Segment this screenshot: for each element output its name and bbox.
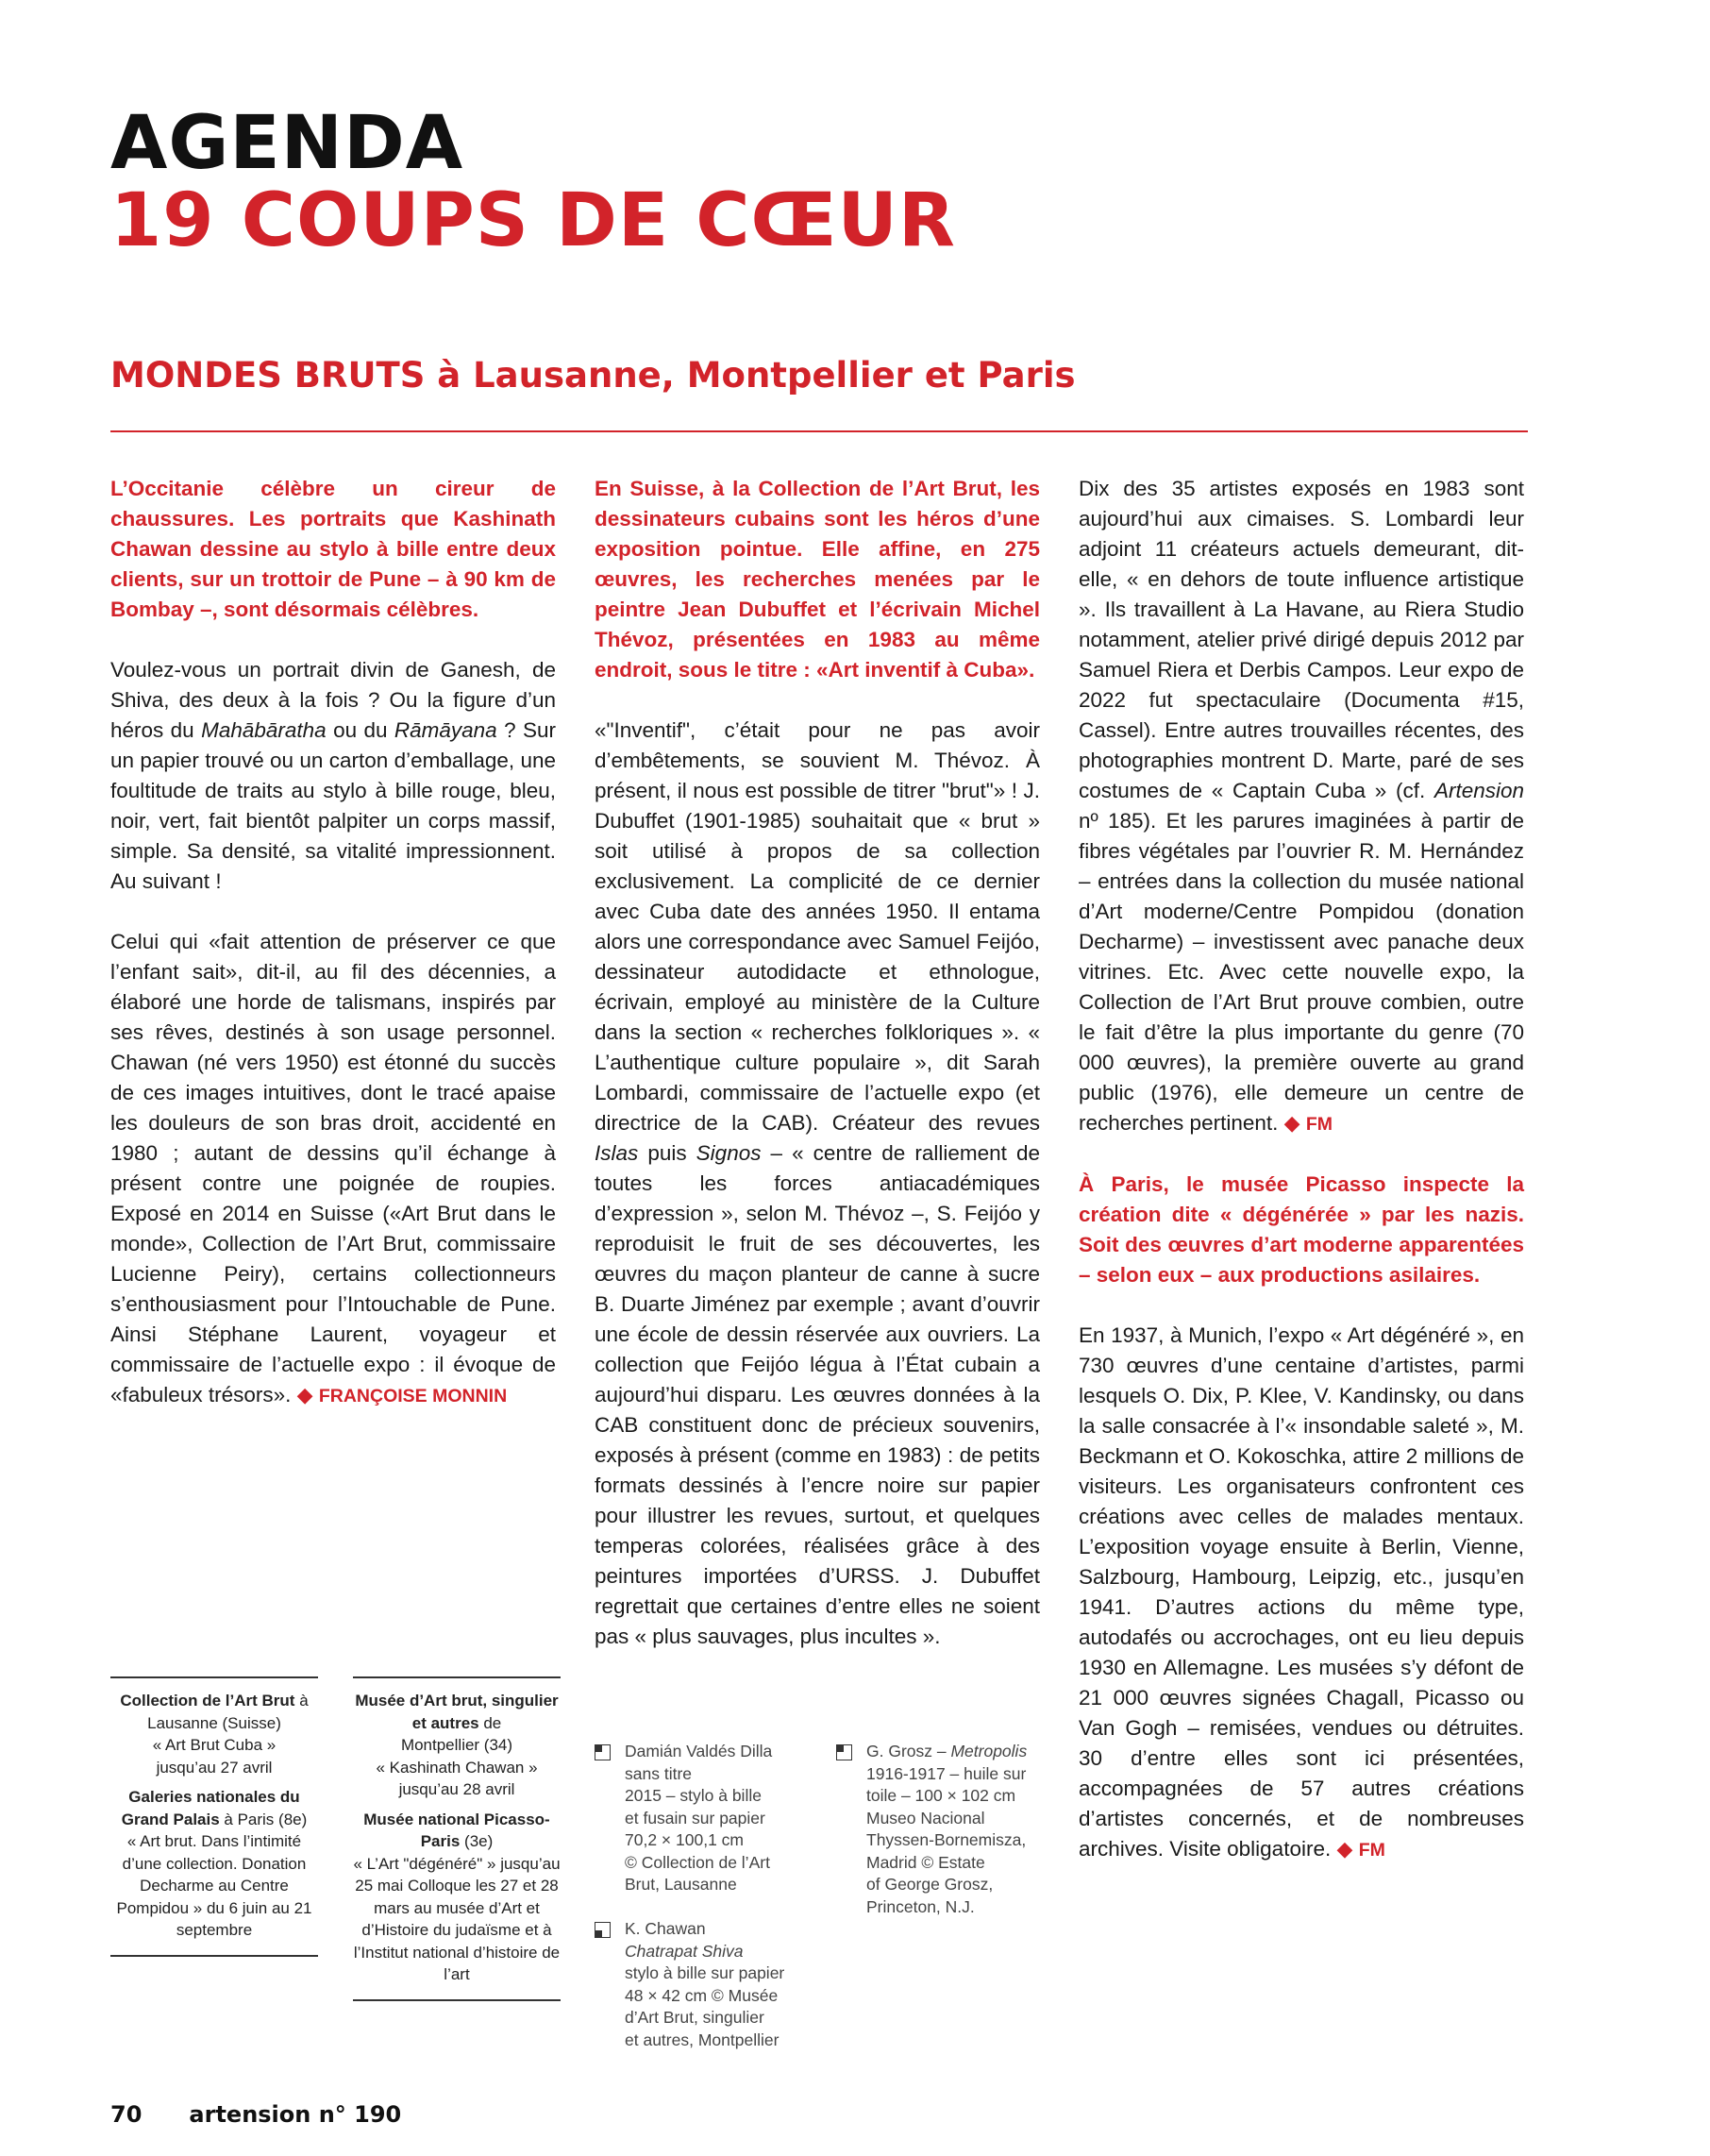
author-signature: FM [1305,1114,1333,1135]
venue-block: Galeries nationales du Grand Palais à Paris (8e) « Art brut. Dans l’intimité d’une collection. Donation Decharme au Centre Pompidou » du 6 juin au 21 septembre [116,1788,312,1939]
header-agenda: AGENDA [110,101,464,186]
body-paragraph: «"Inventif", c’était pour ne pas avoir d’embêtements, se souvient M. Thévoz. À présent, il nous est possible de titrer "brut"» ! J. Dubuffet (1901-1985) souhaitait que « brut » soit utilisé à propos de sa collection exclusivement. La complicité de ce dernier avec Cuba date des années 1950. Il entama alors une correspondance avec Samuel Feijóo, dessinateur autodidacte et ethnologue, écrivain, employé au ministère de la Culture dans la section « recherches folkloriques ». « L’authentique culture populaire », dit Sarah Lombardi, commissaire de l’actuelle expo (et directrice de la CAB). Créateur des revues Islas puis Signos – « centre de ralliement de toutes les forces antiacadémiques d’expression », selon M. Thévoz –, S. Feijóo y reproduisit le fruit de ses découvertes, les œuvres du maçon planteur de canne à sucre B. Duarte Jiménez par exemple ; avant d’ouvrir une école de dessin réservée aux ouvriers. La collection que Feijóo légua à l’État cubain a aujourd’hui disparu. Les œuvres données à la CAB constituent donc de précieux souvenirs, exposés à présent (comme en 1983) : de petits formats dessinés à l’encre noire sur papier pour illustrer les revues, surtout, et quelques temperas colorées, réalisées grâce à des peintures importées d’URSS. J. Dubuffet regrettait que certaines d’entre elles ne soient pas « plus sauvages, plus incultes ». [595,718,1040,1648]
article-column-1 [110,474,556,1441]
header-coups-de-coeur: 19 COUPS DE CŒUR [110,178,956,263]
venue-block: Musée national Picasso-Paris (3e) « L’Art "dégénéré" » jusqu’au 25 mai Colloque les 27 et 28 mars au musée d’Art et d’Histoire du judaïsme et à l’Institut national d’histoire de l’art [353,1810,561,1983]
diamond-icon: ◆ [1336,1837,1353,1861]
info-divider [353,1676,561,1678]
image-position-icon [595,1744,611,1760]
info-divider [110,1955,318,1957]
page-footer [110,2101,401,2128]
image-position-icon [836,1744,852,1760]
body-paragraph: En 1937, à Munich, l’expo « Art dégénéré », en 730 œuvres d’une centaine d’artistes, parmi lesquels O. Dix, P. Klee, V. Kandinsky, ou dans la salle consacrée à l’« insondable saleté », M. Beckmann et O. Kokoschka, attire 2 millions de visiteurs. Les organisateurs confrontent ces créations avec celles de malades mentaux. L’exposition voyage ensuite à Berlin, Vienne, Salzbourg, Hambourg, Leipzig, etc., jusqu’en 1941. D’autres actions du même type, autodafés ou accrochages, ont eu lieu depuis 1930 en Allemagne. Les musées s’y défont de 21 000 œuvres signées Chagall, Picasso ou Van Gogh – remisées, vendues ou détruites. 30 d’entre elles sont ici présentées, accompagnées de 57 autres créations d’artistes concernés, et de nombreuses archives. Visite obligatoire. ◆ FM [1079,1323,1524,1861]
photo-caption-3: G. Grosz – Metropolis 1916-1917 – huile sur toile – 100 × 102 cm Museo Nacional Thyssen-Bornemisza, Madrid © Estate of George Grosz, Princeton, N.J. [836,1741,1072,1918]
diamond-icon: ◆ [296,1383,313,1406]
article-column-3 [1079,474,1524,1895]
lead-paragraph: En Suisse, à la Collection de l’Art Brut, les dessinateurs cubains sont les héros d’une exposition pointue. Elle affine, en 275 œuvres, les recherches menées par le peintre Jean Dubuffet et l’écrivain Michel Thévoz, présentées en 1983 au même endroit, sous le titre : «Art inventif à Cuba». [595,477,1040,682]
author-signature: FRANÇOISE MONNIN [318,1386,508,1406]
article-column-2 [595,474,1040,1682]
diamond-icon: ◆ [1283,1111,1300,1135]
photo-caption-2: K. Chawan Chatrapat Shiva stylo à bille sur papier 48 × 42 cm © Musée d’Art Brut, singulier et autres, Montpellier [595,1918,821,2051]
magazine-issue: artension n° 190 [189,2101,402,2128]
lead-paragraph: À Paris, le musée Picasso inspecte la création dite « dégénérée » par les nazis. Soit des œuvres d’art moderne apparentées – selon eux – aux productions asilaires. [1079,1172,1524,1287]
author-signature: FM [1358,1840,1385,1861]
photo-caption-1: Damián Valdés Dilla sans titre 2015 – stylo à bille et fusain sur papier 70,2 × 100,1 cm © Collection de l’Art Brut, Lausanne [595,1741,821,1896]
body-paragraph: Celui qui «fait attention de préserver ce que l’enfant sait», dit-il, au fil des décennies, a élaboré une horde de talismans, inspirés par ses rêves, destinés à son usage personnel. Chawan (né vers 1950) est étonné du succès de ces images intuitives, dont le tracé apaise les douleurs de son bras droit, accidenté en 1980 ; autant de dessins qu’il échange à présent contre une poignée de roupies. Exposé en 2014 en Suisse («Art Brut dans le monde», Collection de l’Art Brut, commissaire Lucienne Peiry), certains collectionneurs s’enthousiasment pour l’Intouchable de Pune. Ainsi Stéphane Laurent, voyageur et commissaire de l’actuelle expo : il évoque de «fabuleux trésors». ◆ FRANÇOISE MONNIN [110,930,556,1406]
section-divider [110,430,1528,432]
body-paragraph: Dix des 35 artistes exposés en 1983 sont aujourd’hui aux cimaises. S. Lombardi leur adjoint 11 créateurs actuels demeurant, dit-elle, « en dehors de toute influence artistique ». Ils travaillent à La Havane, au Riera Studio notamment, atelier privé dirigé depuis 2012 par Samuel Riera et Derbis Campos. Leur expo de 2022 fut spectaculaire (Documenta #15, Cassel). Entre autres trouvailles récentes, des photographies montrent D. Marte, paré de ses costumes de « Captain Cuba » (cf. Artension nº 185). Et les parures imaginées à partir de fibres végétales par l’ouvrier R. M. Hernández – entrées dans la collection du musée national d’Art moderne/Centre Pompidou (donation Decharme) – investissent avec panache deux vitrines. Etc. Avec cette nouvelle expo, la Collection de l’Art Brut prouve combien, outre le fait d’être la plus importante du genre (70 000 œuvres), la première ouverte au grand public (1976), elle demeure un centre de recherches pertinent. ◆ FM [1079,477,1524,1135]
page-number: 70 [110,2101,142,2128]
info-divider [353,1999,561,2001]
image-position-icon [595,1922,611,1938]
section-title: MONDES BRUTS à Lausanne, Montpellier et Paris [110,355,1076,396]
exhibition-info-1 [110,1676,318,1957]
lead-paragraph: L’Occitanie célèbre un cireur de chaussures. Les portraits que Kashinath Chawan dessine au stylo à bille entre deux clients, sur un trottoir de Pune – à 90 km de Bombay –, sont désormais célèbres. [110,477,556,621]
venue-block: Musée d’Art brut, singulier et autres de Montpellier (34) « Kashinath Chawan » jusqu’au 28 avril [355,1692,559,1798]
venue-block: Collection de l’Art Brut à Lausanne (Suisse) « Art Brut Cuba » jusqu’au 27 avril [120,1692,309,1777]
body-paragraph: Voulez-vous un portrait divin de Ganesh, de Shiva, des deux à la fois ? Ou la figure d’un héros du Mahābāratha ou du Rāmāyana ? Sur un papier trouvé ou un carton d’emballage, une foultitude de traits au stylo à bille rouge, bleu, noir, vert, fait bientôt palpiter un corps massif, simple. Sa densité, sa vitalité impressionnent. Au suivant ! [110,658,556,893]
exhibition-info-2 [353,1676,561,2001]
info-divider [110,1676,318,1678]
